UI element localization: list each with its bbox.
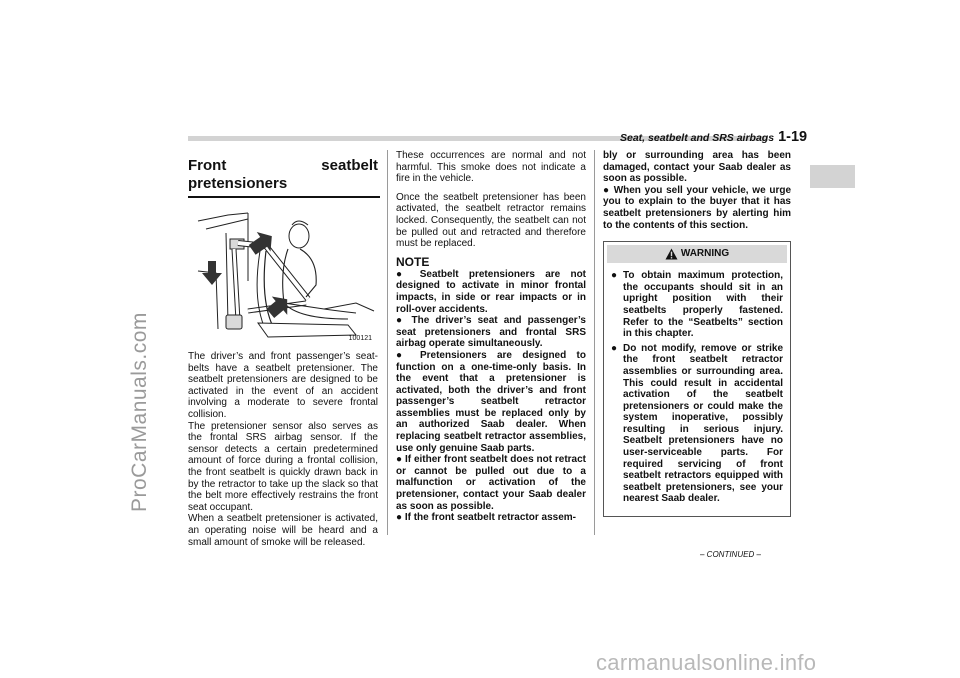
retractor-locked-paragraph: Once the seatbelt pretensioner has been activated, the seatbelt retractor remains locked. Consequently, the seatbelt can not be pulled out and retracted and therefore must be replaced. — [396, 191, 586, 250]
column-3 — [603, 150, 791, 517]
warning-triangle-icon — [665, 248, 678, 260]
column-divider — [594, 150, 595, 535]
note-item: ● The driver’s seat and passenger’s seat pretensioners and frontal SRS airbag operate simultaneously. — [396, 315, 586, 350]
note-heading: NOTE — [396, 254, 430, 269]
continued-marker: – CONTINUED – — [700, 550, 761, 559]
note-item-continued: bly or surrounding area has been damaged, contact your Saab dealer as soon as possible. — [603, 150, 791, 185]
side-watermark: ProCarManuals.com — [128, 312, 151, 512]
note-item: ● Seatbelt pretensioners are not designed to activate in minor frontal impacts, in side or rear impacts or in roll-over accidents. — [396, 268, 587, 315]
title-underline — [188, 196, 380, 198]
column-divider — [387, 150, 388, 535]
intro-paragraph: The driver’s and front passenger’s seat-belts have a seatbelt pretensioner. The seatbelt pretensioners are designed to be activated in the event of an accident involving a moderate to severe frontal collision. — [188, 351, 378, 420]
bullet: ● — [611, 270, 618, 282]
chapter-thumb-tab — [810, 165, 855, 188]
note-item: ● If the front seatbelt retractor assem- — [396, 512, 576, 524]
column-2 — [396, 150, 586, 524]
note-item: ● Pretensioners are designed to function on a one-time-only basis. In the event that a pretensioner is activated, both the driver’s and front passenger’s seatbelt retractor assemblies must be replaced only by an authorized Saab dealer. When replacing seatbelt retractor assemblies, use only genuine Saab parts. — [396, 349, 587, 454]
activation-paragraph: When a seatbelt pretensioner is activated, an operating noise will be heard and a small amount of smoke will be released. — [188, 513, 378, 548]
column-1 — [188, 150, 378, 548]
seat-occupant-drawing — [188, 211, 378, 351]
page-number: 1-19 — [778, 129, 808, 145]
header-section-title: Seat, seatbelt and SRS airbags — [620, 132, 775, 144]
running-header — [620, 129, 807, 145]
warning-header — [607, 245, 787, 263]
warning-label: WARNING — [680, 248, 730, 260]
warning-item: ● To obtain maximum protection, the occupants should sit in an upright position with their seatbelts properly fastened. Refer to the “Seatbelts” section in this chapter. — [611, 270, 783, 340]
bottom-watermark: carmanualsonline.info — [596, 650, 817, 675]
warning-item: ● Do not modify, remove or strike the front seatbelt retractor assemblies or surrounding area. This could result in accidental activation of the seatbelt pretensioners or could make the system inoperative, possibly resulting in serious injury. Seatbelt pretensioners have no user-serviceable parts. For required servicing of front seatbelt retractors equipped with seatbelt pretensioners, see your nearest Saab dealer. — [611, 342, 783, 505]
smoke-paragraph: These occurrences are normal and not harmful. This smoke does not indicate a fire in the vehicle. — [396, 150, 586, 185]
note-item: ● When you sell your vehicle, we urge you to explain to the buyer that it has seatbelt pretensioners by alerting him to the contents of this section. — [603, 184, 792, 231]
note-item: ● If either front seatbelt does not retract or cannot be pulled out due to a malfunction or activation of the pretensioner, contact your Saab dealer as soon as possible. — [396, 454, 587, 512]
sensor-paragraph: The pretensioner sensor also serves as the frontal SRS airbag sensor. If the sensor detects a certain predetermined amount of force during a frontal collision, the front seatbelt is quickly drawn back in by the retractor to take up the slack so that the belt more effectively restrains the front seat occupant. — [188, 420, 378, 513]
figure-id: 100121 — [348, 335, 372, 343]
pretensioner-illustration — [188, 211, 378, 351]
warning-box — [603, 241, 791, 517]
section-title: Front seatbelt pretensioners — [188, 157, 378, 192]
bullet: ● — [611, 342, 618, 354]
